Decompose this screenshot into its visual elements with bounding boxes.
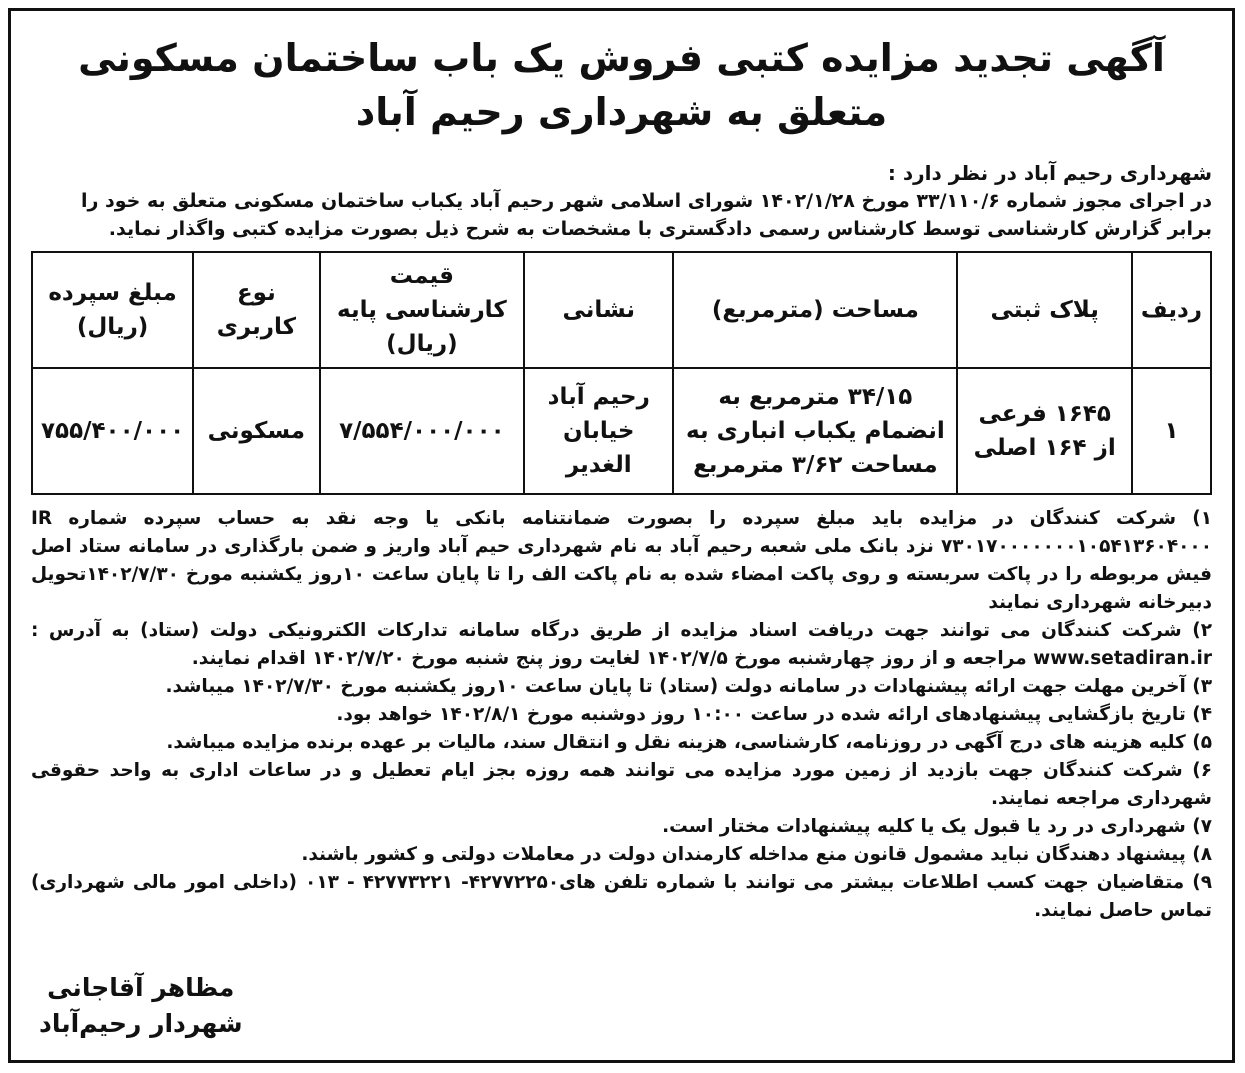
cell-use: مسکونی (193, 368, 319, 494)
term-9: ۹) متقاضیان جهت کسب اطلاعات بیشتر می توانند با شماره تلفن های۴۲۷۷۲۲۵۰- ۴۲۷۷۳۲۲۱ - ۰۱۳ (داخلی امور مالی شهرداری) تماس حاصل نمایند. (31, 872, 1213, 921)
property-table (31, 251, 1212, 495)
cell-address: رحیم آباد خیابان الغدیر (524, 368, 673, 494)
setadiran-link[interactable]: www.setadiran.ir (1033, 648, 1212, 669)
col-row-header: ردیف (1132, 252, 1211, 368)
intro-paragraph (31, 159, 1212, 243)
col-plak-header: پلاک ثبتی (957, 252, 1131, 368)
intro-body: در اجرای مجوز شماره ۳۳/۱۱۰/۶ مورخ ۱۴۰۲/۱/۲۸ شورای اسلامی شهر رحیم آباد یکباب ساختمان مسکونی متعلق به خود را برابر گزارش کارشناسی توسط کارشناس رسمی دادگستری با مشخصات به شرح ذیل بصورت مزایده کتبی واگذار نماید. (80, 190, 1212, 240)
col-use-header: نوع کاربری (193, 252, 319, 368)
notice-title (31, 31, 1212, 139)
term-7: ۷) شهرداری در رد یا قبول یک یا کلیه پیشنهادات مختار است. (662, 816, 1212, 837)
term-2 (31, 617, 1212, 673)
col-price-header: قیمت کارشناسی پایه (ریال) (320, 252, 525, 368)
term-2-text-b: مراجعه و از روز چهارشنبه مورخ ۱۴۰۲/۷/۵ لغایت روز پنج شنبه مورخ ۱۴۰۲/۷/۲۰ اقدام نمایند. (191, 648, 1027, 669)
term-8: ۸) پیشنهاد دهندگان نباید مشمول قانون منع مداخله کارمندان دولت در معاملات دولتی و کشور باشند. (301, 844, 1212, 865)
term-1: ۱) شرکت کنندگان در مزایده باید مبلغ سپرده را بصورت ضمانتنامه بانکی یا وجه نقد به حساب سپرده شماره IR ۷۳۰۱۷۰۰۰۰۰۰۰۱۰۵۴۱۳۶۰۴۰۰۰ نزد بانک ملی شعبه رحیم آباد به نام شهرداری حیم آباد واریز و ضمن بارگذاری در سامانه ستاد اصل فیش مربوطه را در پاکت سربسته و روی پاکت امضاء شده به نام پاکت الف را تا پایان ساعت ۱۰روز یکشنبه مورخ ۱۴۰۲/۷/۳۰تحویل دبیرخانه شهرداری نمایند (31, 508, 1212, 613)
term-4: ۴) تاریخ بازگشایی پیشنهادهای ارائه شده در ساعت ۱۰:۰۰ روز دوشنبه مورخ ۱۴۰۲/۸/۱ خواهد بود. (336, 704, 1212, 725)
intro-lead: شهرداری رحیم آباد در نظر دارد : (887, 161, 1212, 185)
title-line-2: متعلق به شهرداری رحیم آباد (355, 90, 888, 134)
signature-block (39, 970, 243, 1042)
term-5: ۵) کلیه هزینه های درج آگهی در روزنامه، کارشناسی، هزینه نقل و انتقال سند، مالیات بر عهده برنده مزایده میباشد. (166, 732, 1212, 753)
col-address-header: نشانی (524, 252, 673, 368)
signature-name: مظاهر آقاجانی (47, 973, 235, 1002)
cell-price: ۷/۵۵۴/۰۰۰/۰۰۰ (320, 368, 525, 494)
col-area-header: مساحت (مترمربع) (673, 252, 957, 368)
notice-frame (8, 8, 1235, 1063)
cell-plak: ۱۶۴۵ فرعی از ۱۶۴ اصلی (957, 368, 1131, 494)
table-header-row (32, 252, 1211, 368)
table-row (32, 368, 1211, 494)
cell-area: ۳۴/۱۵ مترمربع به انضمام یکباب انباری به مساحت ۳/۶۲ مترمربع (673, 368, 957, 494)
title-line-1: آگهی تجدید مزایده کتبی فروش یک باب ساختمان مسکونی (78, 36, 1165, 80)
col-deposit-header: مبلغ سپرده (ریال) (32, 252, 193, 368)
terms-list (31, 505, 1212, 925)
signature-role: شهردار رحیم‌آباد (39, 1009, 243, 1038)
term-6: ۶) شرکت کنندگان جهت بازدید از زمین مورد مزایده می توانند همه روزه بجز ایام تعطیل و در ساعات اداری به واحد حقوقی شهرداری مراجعه نمایند. (31, 760, 1212, 809)
cell-row: ۱ (1132, 368, 1211, 494)
term-2-text-a: ۲) شرکت کنندگان می توانند جهت دریافت اسناد مزایده از طریق درگاه سامانه تدارکات الکترونیکی دولت (ستاد) به آدرس : (31, 620, 1212, 641)
cell-deposit: ۷۵۵/۴۰۰/۰۰۰ (32, 368, 193, 494)
term-3: ۳) آخرین مهلت جهت ارائه پیشنهادات در سامانه دولت (ستاد) تا پایان ساعت ۱۰روز یکشنبه مورخ ۱۴۰۲/۷/۳۰ میباشد. (165, 676, 1212, 697)
